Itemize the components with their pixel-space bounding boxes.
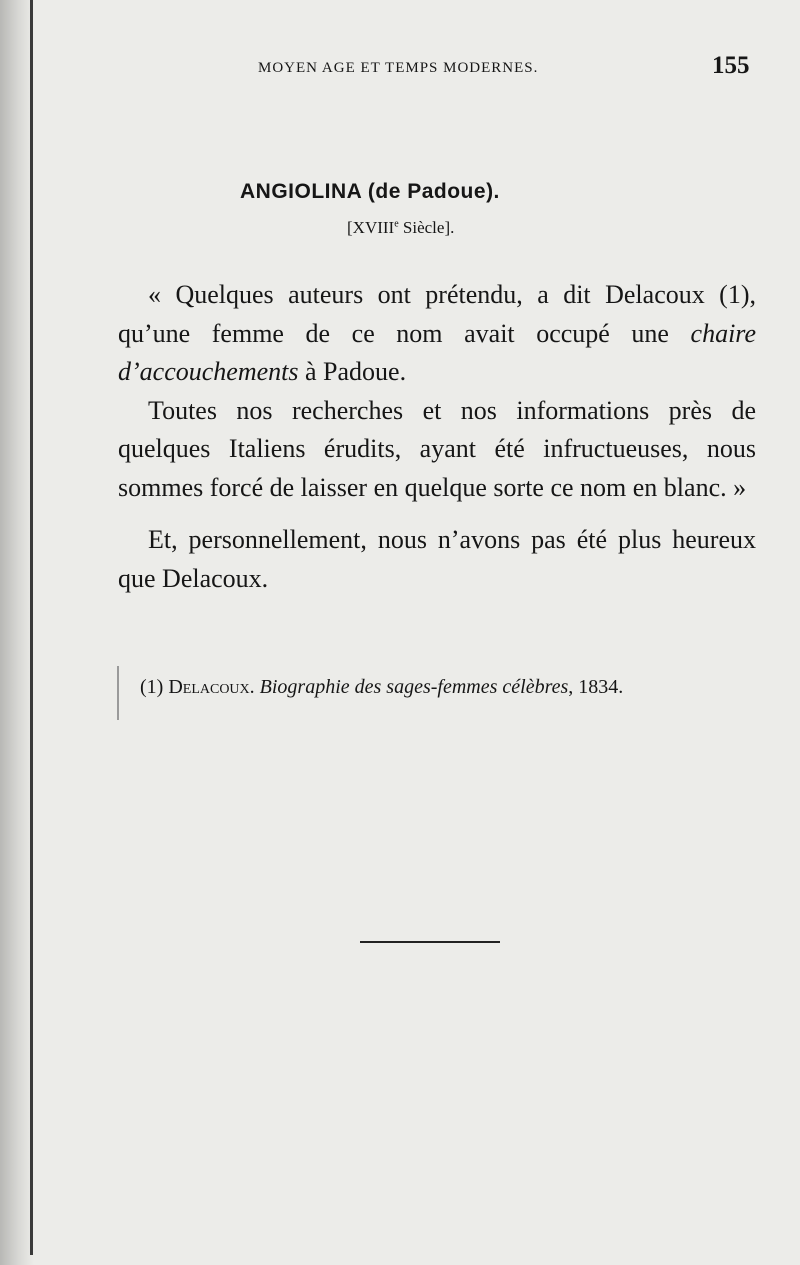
paragraph-2: Toutes nos recherches et nos informations près de quelques Italiens érudits, ayant été infructueuses, nous sommes forcé de laisser en quelque sorte ce nom en blanc. » (118, 395, 756, 502)
footnote-marker: (1) (140, 676, 164, 698)
century-superscript: e (394, 218, 399, 230)
century-rest: Siècle]. (398, 218, 455, 237)
binding-shadow (0, 0, 34, 1265)
running-head: MOYEN AGE ET TEMPS MODERNES. (258, 60, 539, 76)
end-rule (360, 941, 500, 943)
binding-line (30, 0, 33, 1255)
footnote-margin-mark (117, 666, 119, 720)
entry-title: ANGIOLINA (de Padoue). (240, 180, 500, 203)
footnote (140, 676, 623, 699)
footnote-year: , 1834. (568, 676, 624, 698)
entry-century (347, 218, 454, 238)
paragraph-1-end: à Padoue. (298, 357, 407, 386)
page-number: 155 (712, 52, 750, 79)
century-open: [XVIII (347, 218, 395, 237)
paragraph-1 (118, 276, 756, 392)
paragraph-1-start: « Quelques auteurs ont prétendu, a dit Delacoux (1), qu’une femme de ce nom avait occupé une (118, 280, 756, 348)
paragraph-1-italic: chaire d’accouchements (118, 318, 756, 386)
paragraph-3: Et, personnellement, nous n’avons pas été plus heureux que Delacoux. (118, 525, 756, 593)
footnote-work: Biographie des sages-femmes célèbres (259, 676, 569, 698)
body-text (118, 276, 756, 598)
footnote-author: Delacoux. (168, 676, 255, 698)
